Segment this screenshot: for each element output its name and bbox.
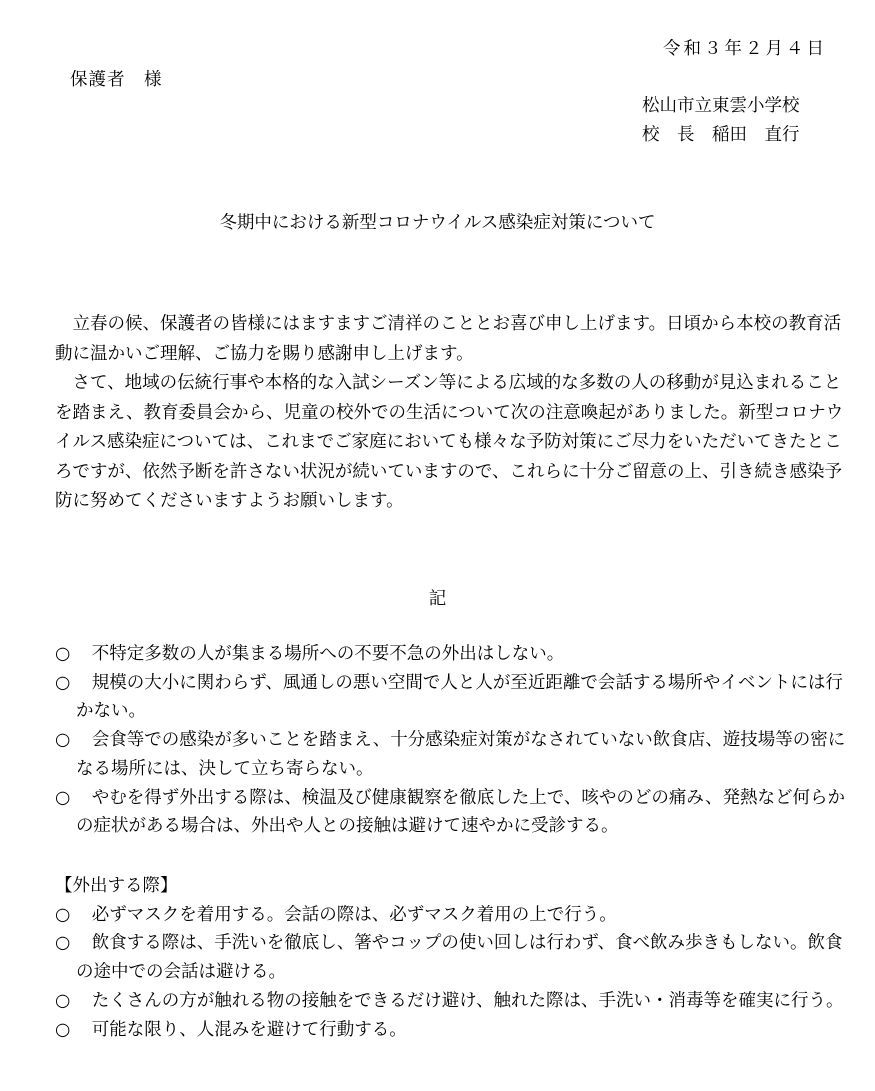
principal-name: 校 長 稲田 直行 [642, 125, 800, 145]
outing-heading: 【外出する際】 [55, 876, 178, 896]
bullet-circle: ○ [55, 1019, 71, 1040]
list-item-text: 飲食する際は、手洗いを徹底し、箸やコップの使い回しは行わず、食べ飲み歩きもしない。飲食の途中での会話は避ける。 [76, 933, 843, 983]
list-item-text: 規模の大小に関わらず、風通しの悪い空間で人と人が至近距離で会話する場所やイベントには行かない。 [76, 672, 843, 722]
document-title: 冬期中における新型コロナウイルス感染症対策について [219, 213, 656, 233]
list-item [55, 669, 855, 726]
bullet-circle: ○ [55, 990, 71, 1011]
letter-body [55, 310, 855, 517]
list-item [55, 726, 855, 783]
list-item-text: 会食等での感染が多いことを踏まえ、十分感染症対策がなされていない飲食店、遊技場等の密になる場所には、決して立ち寄らない。 [76, 730, 846, 779]
bullet-circle: ○ [55, 787, 71, 808]
list-item [55, 1016, 855, 1045]
school-name: 松山市立東雲小学校 [642, 96, 800, 116]
list-item-text: 不特定多数の人が集まる場所への不要不急の外出はしない。 [91, 644, 565, 664]
list-item [55, 784, 855, 841]
list-item [55, 901, 855, 930]
precaution-list [55, 640, 855, 841]
ki-heading: 記 [428, 589, 447, 609]
list-item-text: 可能な限り、人混みを避けて行動する。 [91, 1019, 407, 1040]
notice-paragraph: さて、地域の伝統行事や本格的な入試シーズン等による広域的な多数の人の移動が見込まれることを踏まえ、教育委員会から、児童の校外での生活について次の注意喚起がありました。新型コロナウイルス感染症については、これまでご家庭においても様々な予防対策にご尽力をいただいてきたところですが、依然予断を許さない状況が続いていますので、これらに十分ご留意の上、引き続き感染予防に努めてくださいますようお願いします。 [55, 373, 844, 511]
bullet-circle: ○ [55, 933, 71, 954]
list-item-text: たくさんの方が触れる物の接触をできるだけ避け、触れた際は、手洗い・消毒等を確実に行う。 [91, 990, 844, 1011]
list-item-text: やむを得ず外出する際は、検温及び健康観察を徹底した上で、咳やのどの痛み、発熱など何らかの症状がある場合は、外出や人との接触は避けて速やかに受診する。 [76, 787, 845, 837]
bullet-circle: ○ [55, 904, 71, 925]
list-item-text: 必ずマスクを着用する。会話の際は、必ずマスク着用の上で行う。 [91, 904, 617, 925]
list-item [55, 987, 855, 1016]
letter-date: 令和３年２月４日 [663, 39, 827, 59]
greeting-paragraph: 立春の候、保護者の皆様にはますますご清祥のこととお喜び申し上げます。日頃から本校の教育活動に温かいご理解、ご協力を賜り感謝申し上げます。 [55, 314, 842, 364]
bullet-circle: ○ [55, 644, 71, 664]
outing-section [55, 872, 855, 1044]
bullet-circle: ○ [55, 730, 71, 751]
list-item [55, 640, 855, 669]
list-item [55, 929, 855, 986]
bullet-circle: ○ [55, 672, 71, 693]
addressee: 保護者 様 [70, 70, 163, 90]
